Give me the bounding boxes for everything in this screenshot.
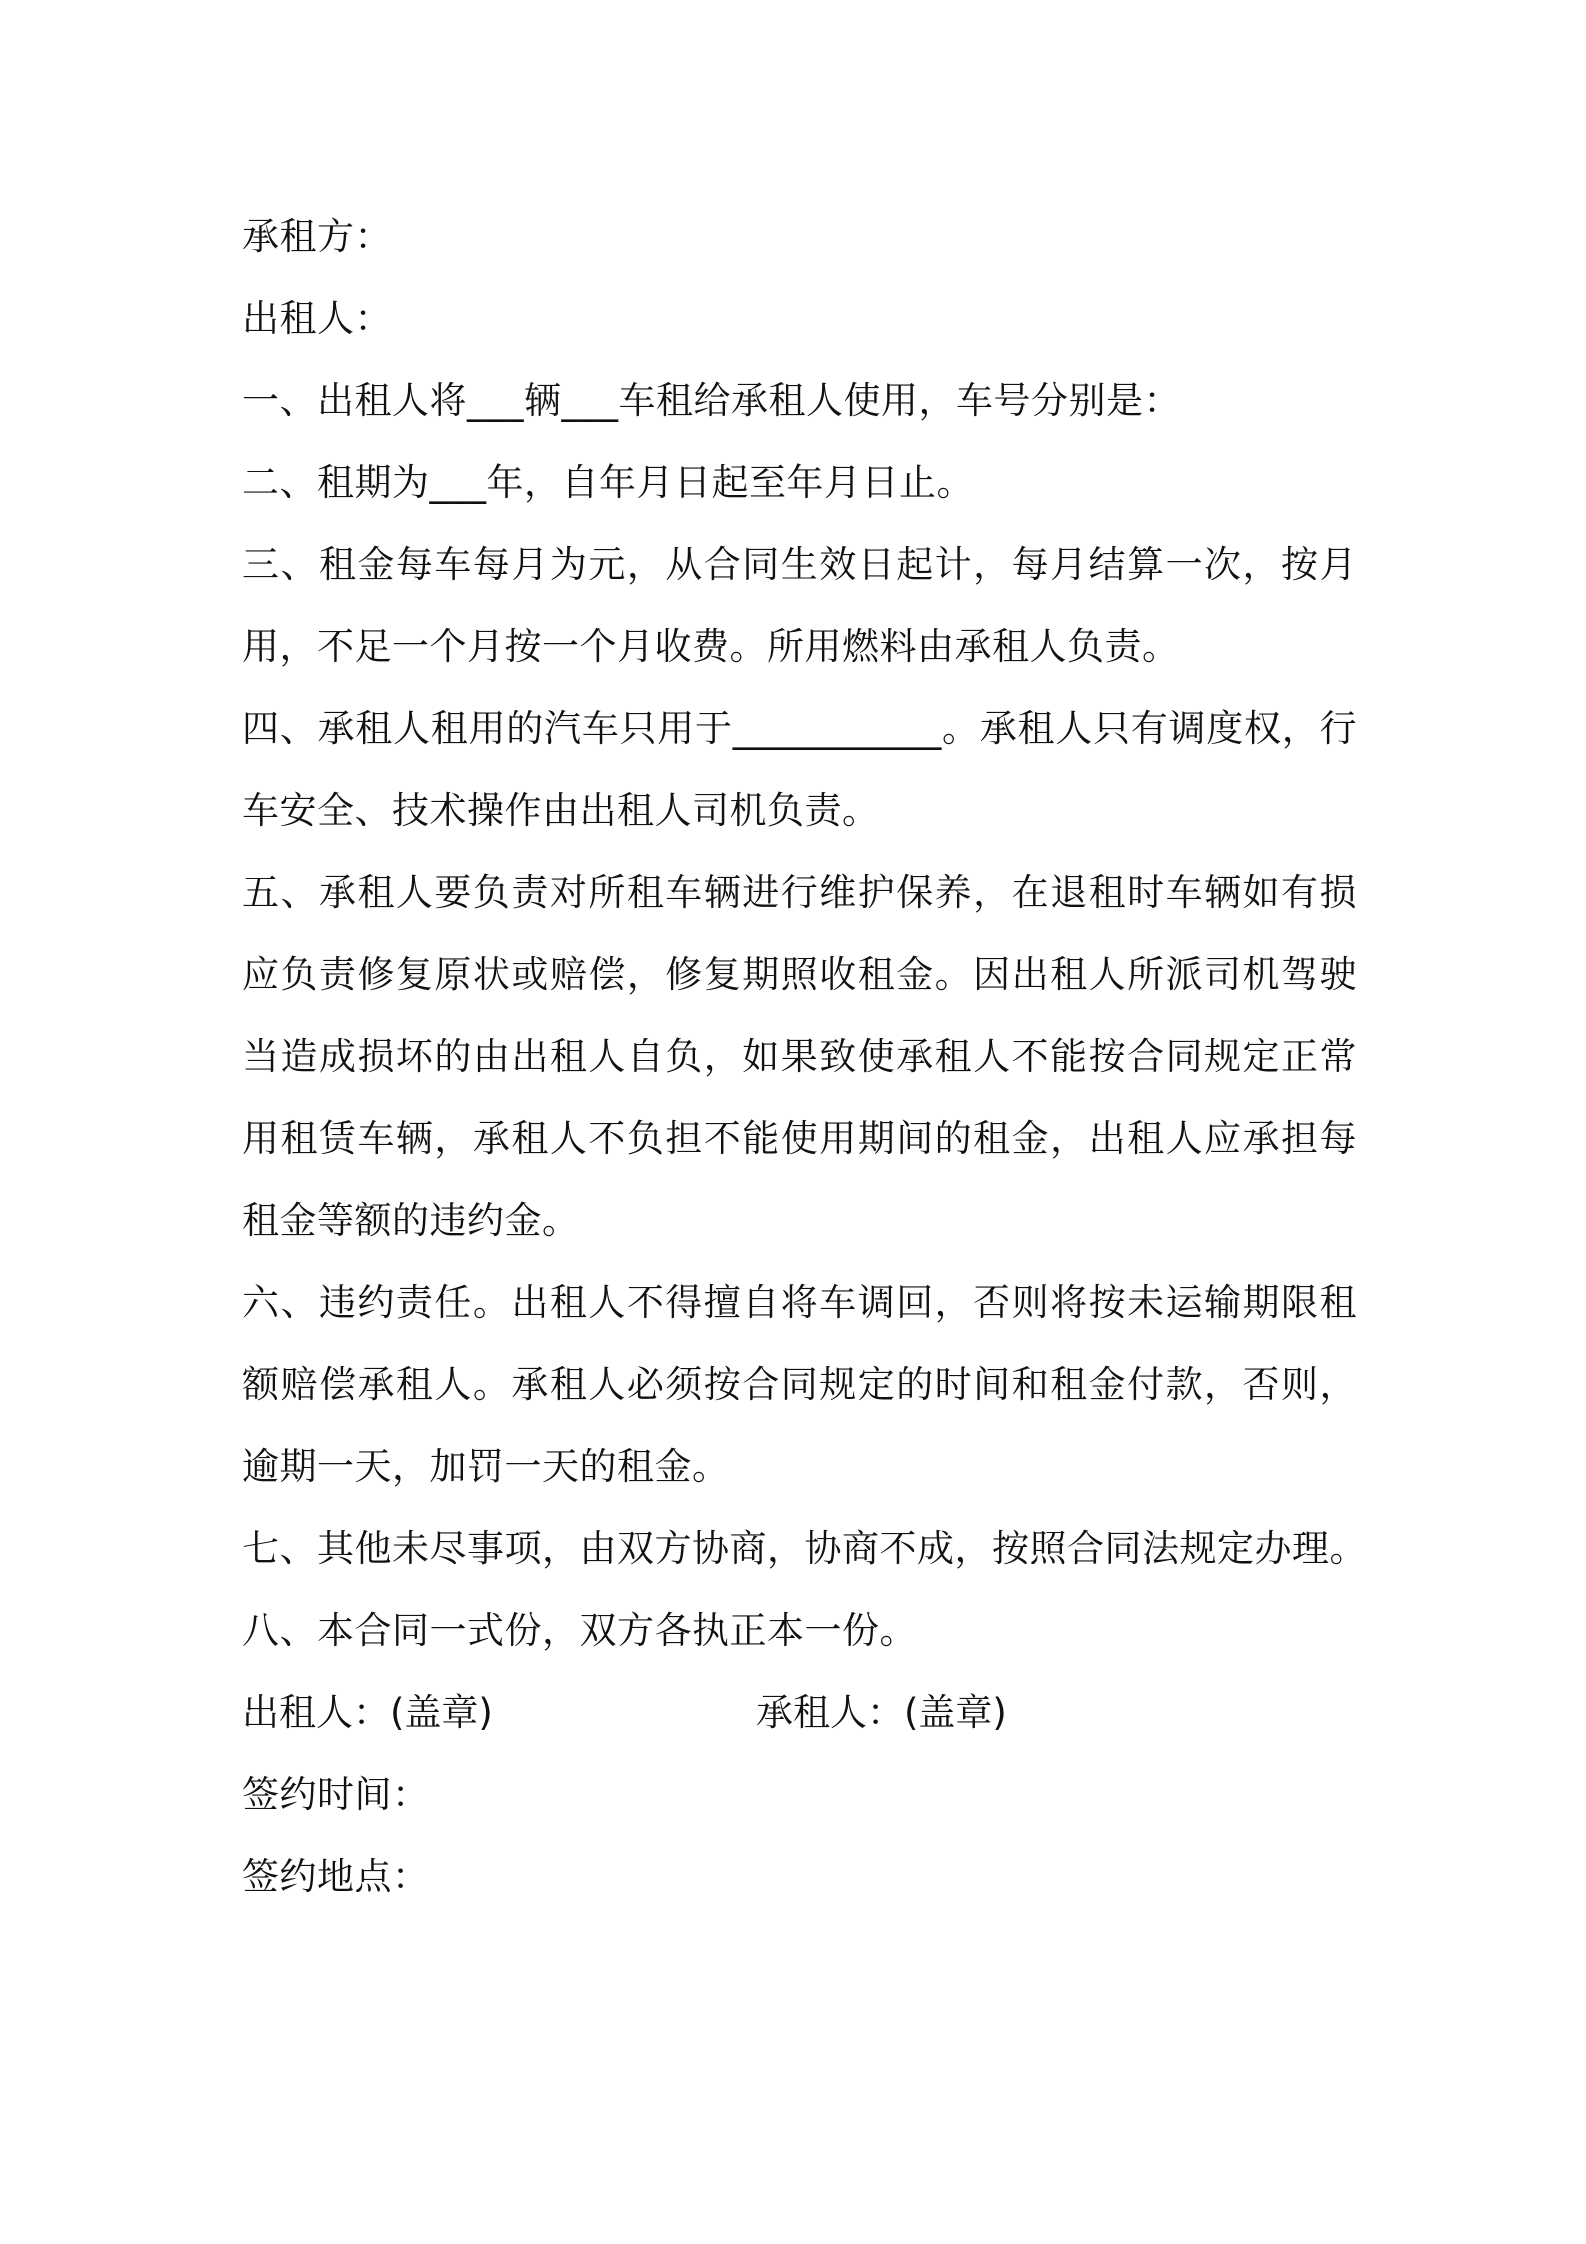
- contract-body: [242, 196, 1367, 1918]
- sign-time-label: 签约时间：: [242, 1773, 430, 1816]
- clause-6-line-2: 额赔偿承租人。承租人必须按合同规定的时间和租金付款，否则，: [242, 1363, 1357, 1406]
- lessee-label: 承租方：: [242, 215, 392, 258]
- clause-8: 八、本合同一式份，双方各执正本一份。: [242, 1609, 917, 1652]
- clause-6-line-1: 六、违约责任。出租人不得擅自将车调回，否则将按未运输期限租: [242, 1281, 1357, 1324]
- signature-row: [242, 1672, 1357, 1754]
- clause-7: 七、其他未尽事项，由双方协商，协商不成，按照合同法规定办理。: [242, 1527, 1367, 1570]
- clause-2: 二、租期为___年，自年月日起至年月日止。: [242, 461, 974, 504]
- sign-place-label: 签约地点：: [242, 1855, 430, 1898]
- clause-5-line-2: 应负责修复原状或赔偿，修复期照收租金。因出租人所派司机驾驶: [242, 953, 1357, 996]
- clause-5-line-3: 当造成损坏的由出租人自负，如果致使承租人不能按合同规定正常: [242, 1035, 1357, 1078]
- lessor-seal-label: 出租人：(盖章): [242, 1691, 493, 1734]
- clause-5-line-5: 租金等额的违约金。: [242, 1199, 580, 1242]
- lessor-label: 出租人：: [242, 297, 392, 340]
- clause-4-line-1: 四、承租人租用的汽车只用于___________。承租人只有调度权，行: [242, 707, 1357, 750]
- clause-5-line-1: 五、承租人要负责对所租车辆进行维护保养，在退租时车辆如有损: [242, 871, 1357, 914]
- lessee-seal-label: 承租人：(盖章): [756, 1691, 1007, 1734]
- clause-3-line-2: 用，不足一个月按一个月收费。所用燃料由承租人负责。: [242, 625, 1180, 668]
- clause-6-line-3: 逾期一天，加罚一天的租金。: [242, 1445, 730, 1488]
- clause-4-line-2: 车安全、技术操作由出租人司机负责。: [242, 789, 880, 832]
- clause-3-line-1: 三、租金每车每月为元，从合同生效日起计，每月结算一次，按月: [242, 543, 1357, 586]
- clause-1: 一、出租人将___辆___车租给承租人使用，车号分别是：: [242, 379, 1181, 422]
- clause-5-line-4: 用租赁车辆，承租人不负担不能使用期间的租金，出租人应承担每: [242, 1117, 1357, 1160]
